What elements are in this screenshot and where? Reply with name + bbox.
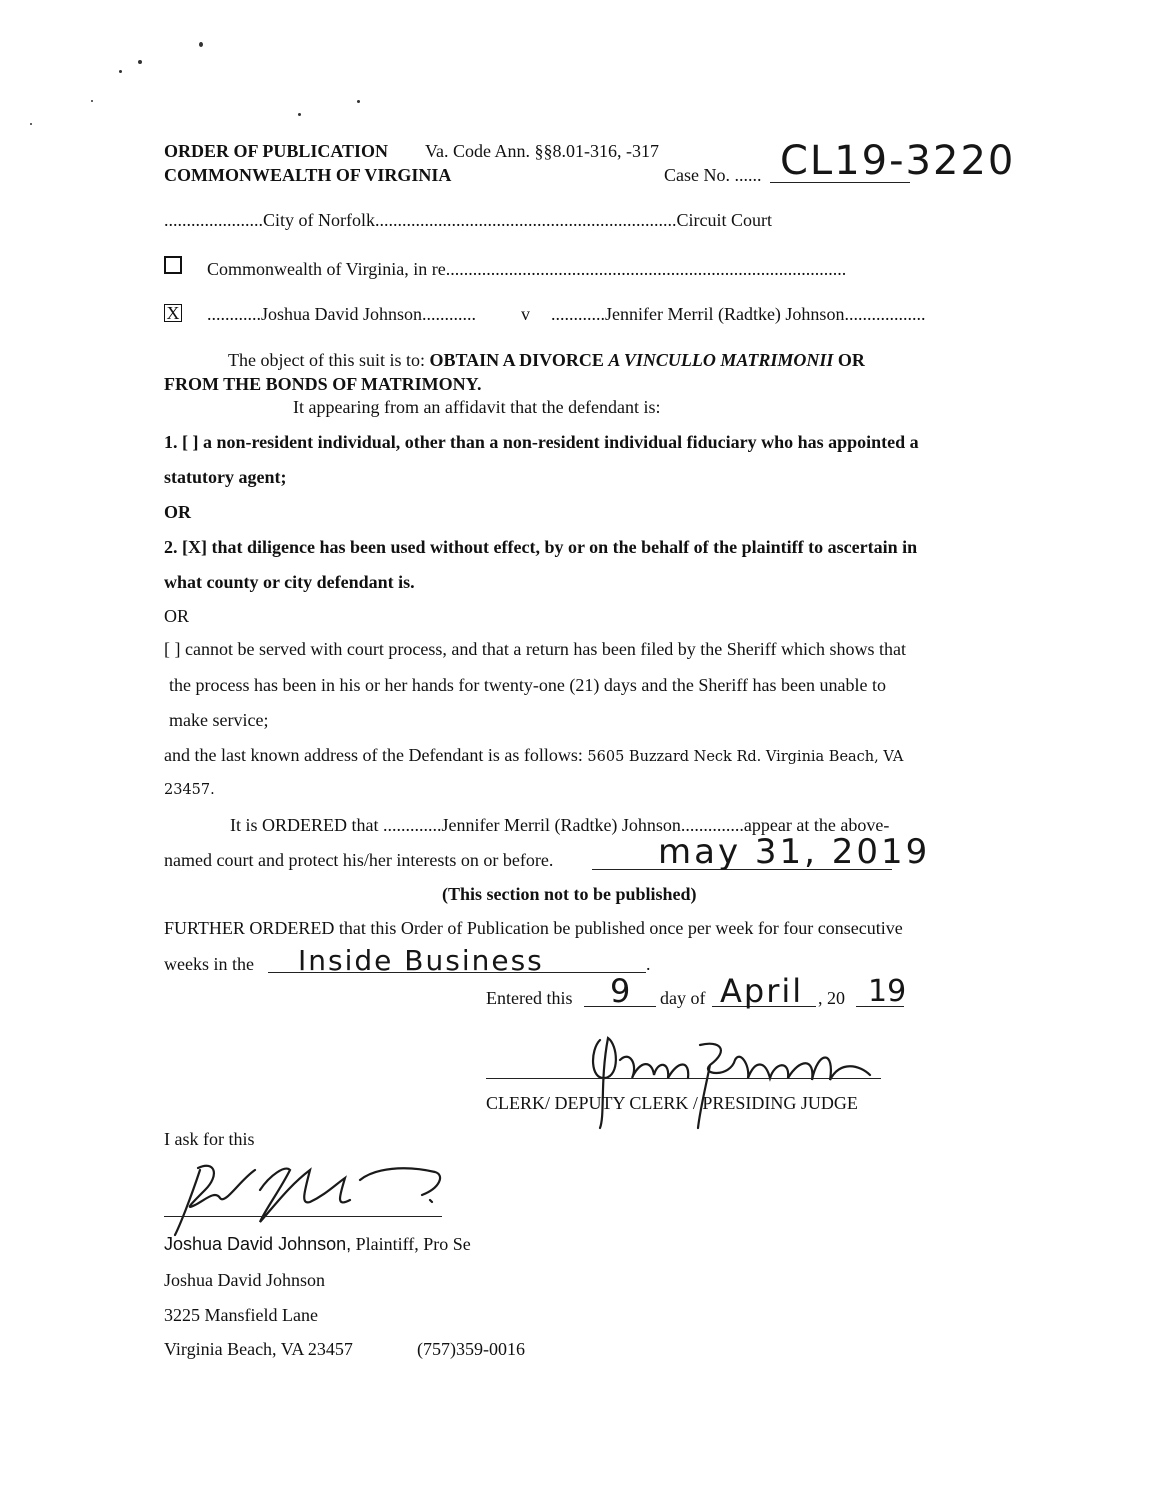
address-lead: and the last known address of the Defendant is as follows: bbox=[164, 745, 583, 765]
commonwealth-checkbox[interactable] bbox=[164, 256, 182, 274]
document-title: ORDER OF PUBLICATION bbox=[164, 141, 389, 161]
year-prefix: , 20 bbox=[818, 988, 845, 1008]
or-separator-2: OR bbox=[164, 606, 190, 626]
plaintiff-signature-line bbox=[164, 1216, 442, 1217]
scan-speck bbox=[199, 42, 203, 47]
plaintiff-sig-role: Plaintiff, Pro Se bbox=[355, 1234, 471, 1254]
commonwealth-option-label: Commonwealth of Virginia, in re......................................................................................... bbox=[207, 259, 847, 279]
case-number-label: Case No. ...... bbox=[664, 165, 762, 185]
entered-day: 9 bbox=[610, 972, 631, 1010]
plaintiff-name: ............Joshua David Johnson............ bbox=[207, 304, 476, 324]
entered-label: Entered this bbox=[486, 988, 573, 1008]
plaintiff-name: Joshua David Johnson bbox=[164, 1270, 325, 1290]
newspaper-name: Inside Business bbox=[298, 944, 544, 977]
condition-3-line3: make service; bbox=[169, 710, 269, 730]
affidavit-statement: It appearing from an affidavit that the defendant is: bbox=[293, 397, 661, 417]
scan-speck bbox=[138, 60, 142, 64]
object-statement bbox=[228, 349, 865, 371]
newspaper-period: . bbox=[646, 954, 651, 974]
commonwealth-heading: COMMONWEALTH OF VIRGINIA bbox=[164, 165, 452, 185]
weeks-label: weeks in the bbox=[164, 954, 254, 974]
day-of-label: day of bbox=[660, 988, 706, 1008]
case-number-underline bbox=[770, 182, 910, 183]
address-zip: 23457. bbox=[164, 782, 215, 798]
case-number: CL19-3220 bbox=[780, 138, 1016, 184]
condition-2-line1: 2. [X] that diligence has been used without effect, by or on the behalf of the plaintiff to ascertain in bbox=[164, 537, 918, 557]
defendant-name: ............Jennifer Merril (Radtke) Johnson.................. bbox=[551, 304, 926, 324]
address-street: 5605 Buzzard Neck Rd. Virginia Beach, VA bbox=[587, 749, 904, 765]
condition-2-line2: what county or city defendant is. bbox=[164, 572, 415, 592]
court-line: ......................City of Norfolk...................................................................Circuit Court bbox=[164, 210, 772, 230]
scan-speck bbox=[357, 100, 360, 103]
object-or: OR bbox=[837, 350, 865, 370]
clerk-signature-line bbox=[486, 1078, 881, 1079]
plaintiff-street: 3225 Mansfield Lane bbox=[164, 1305, 318, 1325]
plaintiff-sig-name: Joshua David Johnson, bbox=[164, 1234, 352, 1254]
scan-speck bbox=[91, 100, 93, 102]
object-line2: FROM THE BONDS OF MATRIMONY. bbox=[164, 374, 482, 394]
request-statement: I ask for this bbox=[164, 1129, 255, 1149]
ordered-line1: It is ORDERED that .............Jennifer Merril (Radtke) Johnson..............appear at the above- bbox=[230, 815, 890, 835]
further-ordered-line1: FURTHER ORDERED that this Order of Publication be published once per week for four consecutive bbox=[164, 918, 903, 938]
scan-speck bbox=[298, 113, 301, 116]
plaintiff-signature bbox=[160, 1150, 460, 1240]
code-reference: Va. Code Ann. §§8.01-316, -317 bbox=[425, 141, 659, 161]
object-divorce: OBTAIN A DIVORCE bbox=[429, 350, 604, 370]
plaintiff-city: Virginia Beach, VA 23457 bbox=[164, 1339, 353, 1359]
object-lead: The object of this suit is to: bbox=[228, 350, 425, 370]
not-published-note: (This section not to be published) bbox=[442, 884, 697, 904]
scan-speck bbox=[119, 70, 122, 73]
entered-year: 19 bbox=[868, 974, 907, 1009]
parties-checkbox[interactable]: X bbox=[164, 304, 182, 322]
defendant-address bbox=[164, 744, 903, 768]
entered-month: April bbox=[720, 972, 804, 1010]
appearance-date: may 31, 2019 bbox=[658, 832, 931, 872]
plaintiff-phone: (757)359-0016 bbox=[417, 1339, 525, 1359]
condition-3-line2: the process has been in his or her hands for twenty-one (21) days and the Sheriff has been unable to bbox=[169, 675, 886, 695]
condition-1-line1: 1. [ ] a non-resident individual, other than a non-resident individual fiduciary who has appointed a bbox=[164, 432, 919, 452]
condition-3-line1: [ ] cannot be served with court process, and that a return has been filed by the Sheriff which shows that bbox=[164, 639, 906, 659]
plaintiff-signature-caption bbox=[164, 1233, 471, 1255]
or-separator-1: OR bbox=[164, 502, 191, 522]
condition-1-line2: statutory agent; bbox=[164, 467, 287, 487]
ordered-line2: named court and protect his/her interests on or before. bbox=[164, 850, 554, 870]
versus-label: v bbox=[521, 304, 530, 324]
clerk-title: CLERK/ DEPUTY CLERK / PRESIDING JUDGE bbox=[486, 1093, 858, 1113]
object-latin: A VINCULLO MATRIMONII bbox=[608, 350, 834, 370]
scan-speck bbox=[30, 123, 32, 125]
